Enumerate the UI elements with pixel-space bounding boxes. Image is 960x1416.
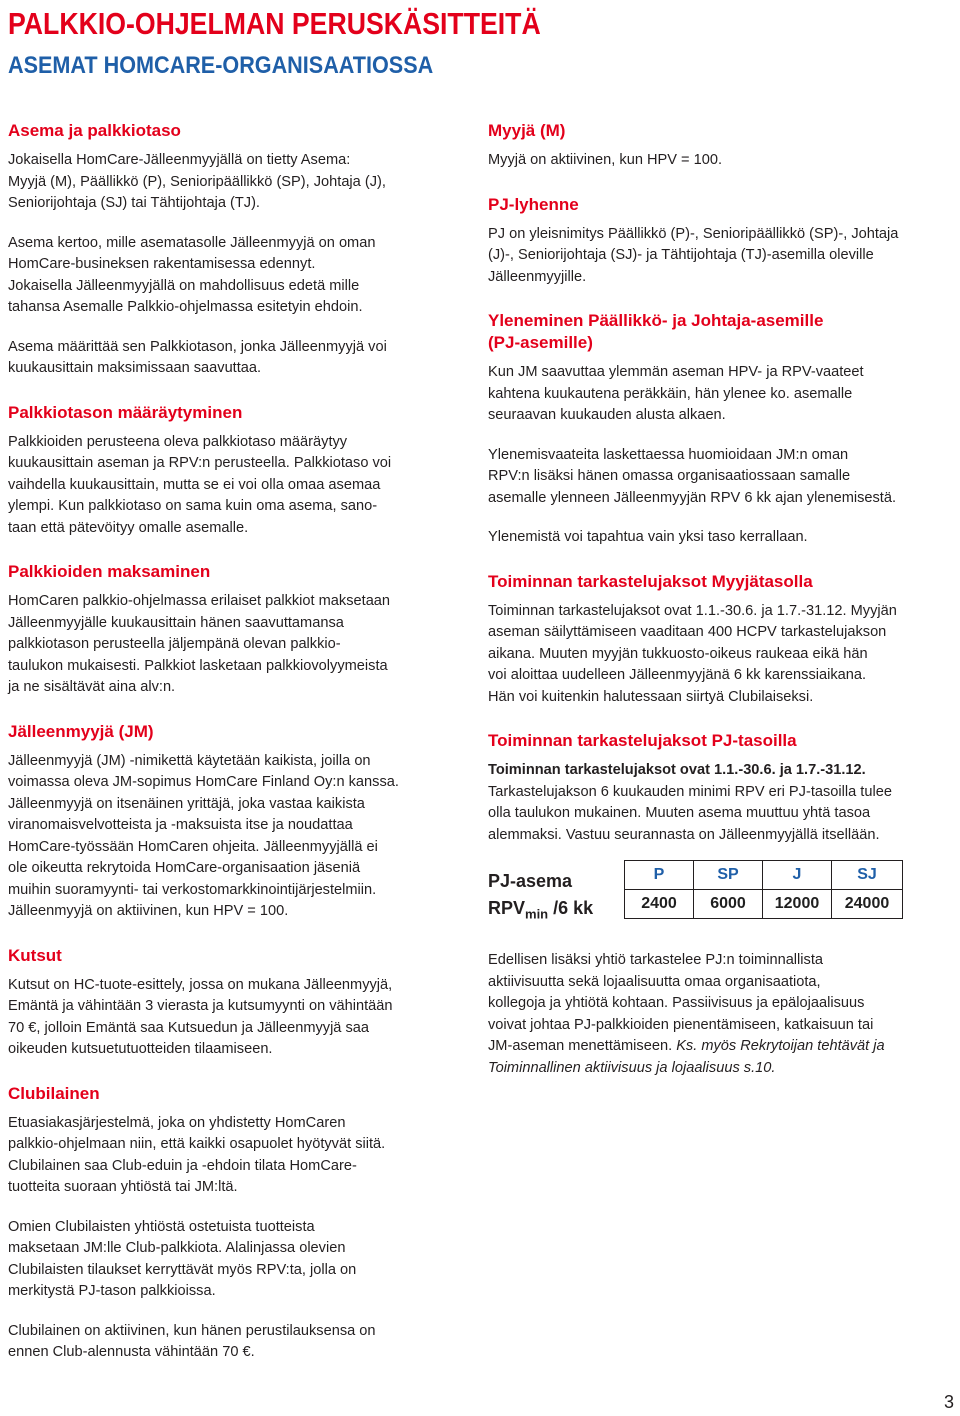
- page-number: 3: [943, 1392, 954, 1412]
- paragraph: Ylenemistä voi tapahtua vain yksi taso kerrallaan.: [488, 529, 808, 545]
- paragraph: HomCaren palkkio-ohjelmassa erilaiset palkkiot maksetaan Jälleenmyyjälle kuukausittain hänen saavuttamansa palkkiotason perusteella jäljempänä olevan palkkio- taulukon mukaisesti. Palkkiot lasketaan palkkiovolyymeista ja ne sisältävät aina alv:n.: [8, 593, 391, 695]
- section-heading-kutsut: Kutsut: [8, 945, 62, 965]
- paragraph: Jälleenmyyjä (JM) -nimikettä käytetään kaikista, joilla on voimassa oleva JM-sopimus HomCare Finland Oy:n kanssa. Jälleenmyyjä on itsenäinen yrittäjä, joka vastaa kaikista viranomaisvelvotteista ja -maksuista itse ja noudattaa HomCare-työssään HomCaren ohjeita. Jälleenmyyjällä ei ole oikeutta rekrytoida HomCare-organisaation jäseniä muihin suoramyynti- tai verkostomarkkinointijärjestelmiin. Jälleenmyyjä on aktiivinen, kun HPV = 100.: [8, 752, 399, 919]
- page-subtitle: ASEMAT HOMCARE-ORGANISAATIOSSA: [8, 52, 434, 79]
- section-heading-palkkiotaso: Palkkiotason määräytyminen: [8, 402, 243, 422]
- section-heading-maksaminen: Palkkioiden maksaminen: [8, 562, 211, 581]
- left-column: [8, 120, 456, 1364]
- table-cell: 2400: [625, 890, 694, 919]
- paragraph: Omien Clubilaisten yhtiöstä ostetuista tuotteista maksetaan JM:lle Club-palkkiota. Alalinjassa olevien Clubilaisten tilaukset kerryttävät myös RPV:ta, jolla on merkitystä PJ-tason palkkioissa.: [8, 1218, 357, 1299]
- table-header-cell: J: [763, 861, 832, 890]
- section-heading-tarkastelu-pj: Toiminnan tarkastelujaksot PJ-tasoilla: [488, 731, 797, 750]
- rpv-table-label: PJ-asema $RPV_{min}$ /6 kk: [488, 871, 594, 922]
- paragraph: Toiminnan tarkastelujaksot ovat 1.1.-30.6. ja 1.7.-31.12. Myyjän aseman säilyttämiseen vaaditaan 400 HCPV tarkastelujakson aikana. Muuten myyjän tukkuosto-oikeus raukeaa eikä hän voi aloittaa uudelleen Jälleenmyyjänä 6 kk karenssiaikana. Hän voi kuitenkin halutessaan siirtyä Clubilaiseksi.: [488, 602, 897, 705]
- paragraph: Edellisen lisäksi yhtiö tarkastelee PJ:n toiminnallista aktiivisuutta sekä lojaalisuutta omaa organisaatiota, kollegoja ja yhtiötä kohtaan. Passiivisuus ja epälojaalisuus voivat johtaa PJ-palkkioiden pienentämiseen, katkaisuun tai JM-aseman menettämiseen. Ks. myös Rekrytoijan tehtävät ja Toiminnallinen aktiivisuus ja lojaalisuus s.10.: [488, 952, 885, 1076]
- table-cell: 24000: [832, 890, 903, 919]
- table-row: [625, 890, 903, 919]
- paragraph: Toiminnan tarkastelujaksot ovat 1.1.-30.6. ja 1.7.-31.12. Tarkastelujakson 6 kuukauden minimi RPV eri PJ-tasoilla tulee olla taulukon mukainen. Muuten asema muuttuu yhtä tasoa alemmaksi. Vastuu seurannasta on Jälleenmyyjällä itsellään.: [488, 762, 892, 843]
- section-heading-clubilainen: Clubilainen: [8, 1083, 100, 1103]
- rpv-table: [624, 860, 903, 919]
- right-column: [488, 120, 943, 1079]
- paragraph: Clubilainen on aktiivinen, kun hänen perustilauksensa on ennen Club-alennusta vähintään 70 €.: [8, 1322, 376, 1360]
- page-title: PALKKIO-OHJELMAN PERUSKÄSITTEITÄ: [8, 6, 541, 41]
- paragraph: Etuasiakasjärjestelmä, joka on yhdistetty HomCaren palkkio-ohjelmaan niin, että kaikki osapuolet hyötyvät siitä. Clubilainen saa Club-eduin ja -ehdoin tilata HomCare- tuotteita suoraan yhtiöstä tai JM:ltä.: [8, 1114, 386, 1195]
- paragraph: Myyjä on aktiivinen, kun HPV = 100.: [488, 152, 723, 168]
- rpv-table-block: [488, 860, 943, 928]
- section-heading-jalleenmyyja: Jälleenmyyjä (JM): [8, 721, 154, 741]
- section-heading-myyja: Myyjä (M): [488, 121, 566, 140]
- paragraph: Kutsut on HC-tuote-esittely, jossa on mukana Jälleenmyyjä, Emäntä ja vähintään 3 vierasta ja kutsumyynti on vähintään 70 €, jolloin Emäntä saa Kutsuedun ja Jälleenmyyjä saa oikeuden kutsuetutuotteiden tilaamiseen.: [8, 976, 393, 1057]
- section-heading-yleneminen: Yleneminen Päällikkö- ja Johtaja-asemille (PJ-asemille): [488, 311, 824, 352]
- paragraph: Asema kertoo, mille asematasolle Jälleenmyyjä on oman HomCare-busineksen rakentamisessa edennyt. Jokaisella Jälleenmyyjällä on mahdollisuus edetä mille tahansa Asemalle Palkkio-ohjelmassa esitetyin ehdoin.: [8, 234, 376, 315]
- paragraph: Asema määrittää sen Palkkiotason, jonka Jälleenmyyjä voi kuukausittain maksimissaan saavuttaa.: [8, 338, 387, 376]
- table-header-row: [625, 861, 903, 890]
- table-header-cell: SP: [694, 861, 763, 890]
- section-heading-tarkastelu-myyja: Toiminnan tarkastelujaksot Myyjätasolla: [488, 571, 813, 591]
- paragraph: Ylenemisvaateita laskettaessa huomioidaan JM:n oman RPV:n lisäksi hänen omassa organisaatiossaan samalle asemalle ylenneen Jälleenmyyjän RPV 6 kk ajan ylenemisestä.: [488, 446, 897, 506]
- table-header-cell: SJ: [832, 861, 903, 890]
- table-header-cell: P: [625, 861, 694, 890]
- paragraph: Jokaisella HomCare-Jälleenmyyjällä on tietty Asema: Myyjä (M), Päällikkö (P), Senioripäällikkö (SP), Johtaja (J), Seniorijohtaja (SJ) tai Tähtijohtaja (TJ).: [8, 152, 386, 211]
- paragraph: PJ on yleisnimitys Päällikkö (P)-, Senioripäällikkö (SP)-, Johtaja (J)-, Seniorijohtaja (SJ)- ja Tähtijohtaja (TJ)-asemilla oleville Jälleenmyyjille.: [488, 225, 899, 285]
- section-heading-asema: Asema ja palkkiotaso: [8, 121, 181, 140]
- paragraph: Kun JM saavuttaa ylemmän aseman HPV- ja RPV-vaateet kahtena kuukautena peräkkäin, hän ylenee ko. asemalle seuraavan kuukauden alusta alkaen.: [488, 364, 864, 423]
- table-cell: 6000: [694, 890, 763, 919]
- section-heading-pj-lyhenne: PJ-lyhenne: [488, 194, 579, 214]
- table-cell: 12000: [763, 890, 832, 919]
- paragraph: Palkkioiden perusteena oleva palkkiotaso määräytyy kuukausittain aseman ja RPV:n perusteella. Palkkiotaso voi vaihdella kuukausittain, mutta se ei voi olla omaa asemaa ylempi. Kun palkkiotaso on sama kuin oma asema, sano- taan että pätevöityy omalle asemalle.: [8, 433, 392, 536]
